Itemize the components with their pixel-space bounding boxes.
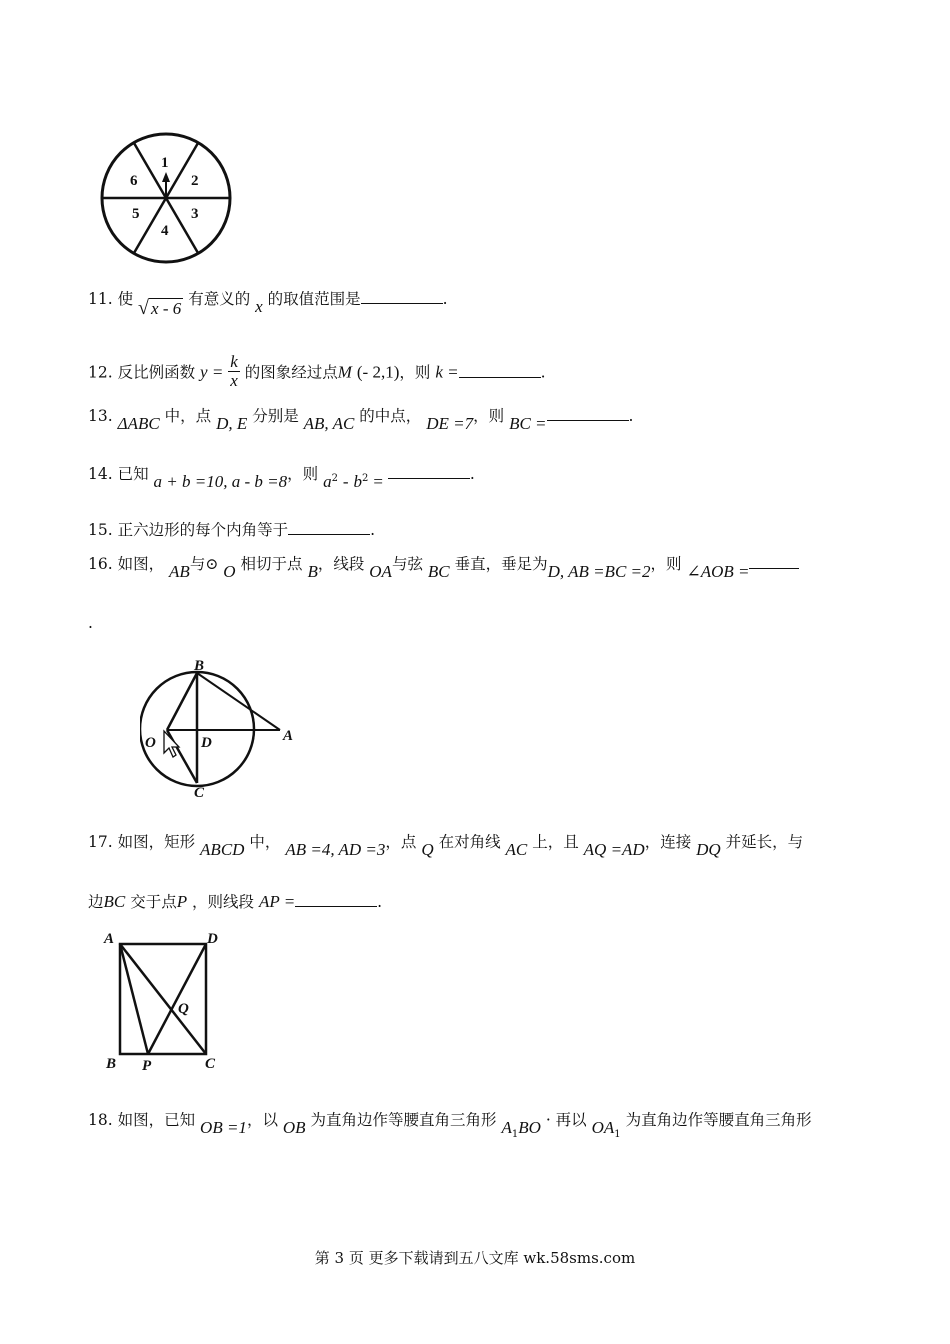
label-o: O — [145, 735, 156, 751]
q12-lhs: y = — [200, 362, 224, 382]
question-number: 14. — [88, 465, 113, 483]
q18-triangle — [501, 1118, 541, 1141]
q17-text: ，点 — [385, 833, 417, 851]
label-c: C — [205, 1056, 216, 1072]
q17-condition2: AQ =AD — [583, 840, 645, 859]
q16-text: ，则 — [650, 555, 682, 573]
q16-figure — [140, 655, 315, 800]
label-b: B — [194, 658, 205, 674]
answer-blank — [288, 533, 370, 535]
label-d: D — [207, 931, 218, 947]
q16-text: 与弦 — [391, 555, 423, 573]
question-15 — [88, 518, 375, 540]
q17-text: 交于点 — [130, 893, 177, 911]
label-c: C — [194, 785, 205, 800]
question-18 — [88, 1108, 812, 1141]
answer-blank — [459, 376, 541, 378]
radicand: x - 6 — [151, 299, 182, 318]
q18-a: A — [501, 1118, 512, 1137]
q14-expression — [323, 473, 388, 491]
q16-text: 与⊙ — [189, 555, 219, 573]
q13-segments: AB, AC — [303, 414, 355, 433]
q17-ac: AC — [505, 840, 528, 859]
subscript: 1 — [614, 1129, 621, 1141]
q18-bo: BO — [518, 1118, 541, 1137]
segment-oc — [167, 730, 197, 783]
q17-text: 中， — [249, 833, 281, 851]
spinner-number-1: 1 — [161, 155, 169, 171]
q16-b: B — [307, 562, 318, 581]
sqrt-expression: √ x - 6 — [138, 297, 182, 319]
var-a: a — [323, 472, 332, 491]
question-12 — [88, 352, 546, 392]
q17-ask: AP = — [258, 892, 296, 911]
spinner-number-6: 6 — [130, 173, 138, 189]
q16-o: O — [223, 562, 236, 581]
exponent: 2 — [331, 472, 338, 484]
q16-oa: OA — [369, 562, 392, 581]
segment-ab — [197, 673, 280, 730]
answer-blank — [361, 302, 443, 304]
q17-condition: AB =4, AD =3 — [285, 840, 386, 859]
q17-text: 边 — [88, 893, 104, 911]
period: . — [370, 521, 376, 539]
q13-text: 分别是 — [252, 407, 299, 425]
q13-points: D, E — [216, 414, 248, 433]
q17-text: 如图，矩形 — [117, 833, 196, 851]
q16-bc: BC — [427, 562, 450, 581]
question-14 — [88, 462, 475, 491]
spinner-number-5: 5 — [132, 206, 140, 222]
question-number: 11. — [88, 290, 113, 308]
q17-q: Q — [421, 840, 434, 859]
segment-dp — [148, 944, 206, 1054]
q17-p: P — [176, 892, 188, 911]
q11-var: x — [255, 297, 263, 316]
question-number: 16. — [88, 555, 113, 573]
equals: = — [373, 472, 383, 491]
q13-text: 中，点 — [164, 407, 212, 425]
answer-blank — [547, 419, 629, 421]
fraction-numerator: k — [230, 352, 238, 371]
label-a: A — [283, 728, 294, 744]
exponent: 2 — [362, 472, 369, 484]
q16-text: 垂直，垂足为 — [454, 555, 548, 573]
period: . — [469, 465, 475, 483]
q18-ob: OB — [282, 1118, 306, 1137]
q13-text: 的中点， — [359, 407, 422, 425]
spinner-pointer-head — [162, 172, 170, 182]
q14-text: 已知 — [117, 465, 149, 483]
answer-blank — [388, 477, 470, 479]
question-number: 12. — [88, 363, 113, 382]
q11-text: 有意义的 — [188, 290, 251, 308]
q17-text: 并延长，与 — [725, 833, 804, 851]
q14-text: ，则 — [287, 465, 319, 483]
q13-text: ，则 — [473, 407, 505, 425]
var-b: b — [353, 472, 362, 491]
question-13 — [88, 404, 634, 433]
q16-text: 相切于点 — [240, 555, 303, 573]
segment-ob — [167, 673, 197, 730]
point-name: M — [337, 362, 352, 382]
label-b: B — [106, 1056, 117, 1072]
q15-text: 正六边形的每个内角等于 — [117, 521, 289, 539]
q18-oa: OA — [591, 1118, 615, 1137]
answer-blank — [295, 905, 377, 907]
spinner-number-2: 2 — [191, 173, 199, 189]
minus: - — [342, 472, 349, 491]
answer-blank — [749, 567, 799, 569]
spinner-figure — [100, 132, 235, 267]
q18-text: ，以 — [246, 1111, 278, 1129]
fraction-denominator: x — [230, 371, 238, 390]
question-number: 15. — [88, 521, 113, 539]
spinner-number-3: 3 — [191, 206, 199, 222]
q18-text: 为直角边作等腰直角三角形 — [625, 1111, 812, 1129]
page-footer: 第 3 页 更多下载请到五八文库 wk.58sms.com — [314, 1249, 636, 1267]
q18-oa1 — [591, 1118, 621, 1141]
fraction — [228, 353, 240, 390]
question-17-cont — [88, 890, 382, 912]
q18-condition: OB =1 — [200, 1118, 247, 1137]
period: . — [628, 407, 634, 425]
q17-text: 上，且 — [532, 833, 579, 851]
period: . — [540, 363, 546, 382]
q18-text: 如图，已知 — [117, 1111, 196, 1129]
period: . — [88, 614, 93, 632]
period: . — [377, 893, 383, 911]
q17-text: ，则线段 — [192, 893, 255, 911]
question-11 — [88, 287, 448, 319]
q17-dq: DQ — [696, 840, 721, 859]
q14-condition: a + b =10, a - b =8 — [153, 472, 288, 491]
q16-ab: AB — [169, 562, 190, 581]
q13-ask: BC = — [509, 414, 547, 433]
q12-text: 反比例函数 — [117, 363, 196, 382]
q12-text: 的图象经过点 — [244, 363, 338, 382]
triangle-name: ΔABC — [117, 414, 160, 433]
q17-text: ，连接 — [644, 833, 692, 851]
label-a: A — [104, 931, 115, 947]
q17-bc: BC — [103, 892, 126, 911]
q13-condition: DE =7 — [426, 414, 474, 433]
question-number: 18. — [88, 1111, 113, 1129]
question-16 — [88, 552, 799, 581]
q17-rect: ABCD — [200, 840, 245, 859]
question-number: 17. — [88, 833, 113, 851]
subscript: 1 — [511, 1129, 519, 1141]
q17-text: 在对角线 — [438, 833, 501, 851]
q18-text: · 再以 — [545, 1111, 587, 1129]
q12-text: ，则 — [399, 363, 431, 382]
q16-text: 如图， — [117, 555, 165, 573]
question-17 — [88, 830, 804, 859]
question-number: 13. — [88, 407, 113, 425]
q11-text: 使 — [117, 290, 134, 308]
q17-figure — [102, 928, 227, 1078]
period: . — [442, 290, 448, 308]
q11-text: 的取值范围是 — [267, 290, 361, 308]
mouse-cursor-icon — [164, 731, 179, 757]
q16-period — [88, 614, 93, 632]
label-d: D — [201, 735, 212, 751]
q18-text: 为直角边作等腰直角三角形 — [310, 1111, 497, 1129]
q12-k: k = — [435, 362, 459, 382]
q16-ask: ∠AOB = — [686, 562, 750, 581]
point-coords: (- 2,1) — [356, 362, 400, 382]
label-q: Q — [178, 1001, 189, 1017]
q16-condition: D, AB =BC =2 — [547, 562, 651, 581]
label-p: P — [142, 1058, 152, 1074]
spinner-number-4: 4 — [161, 223, 169, 239]
q16-text: ，线段 — [317, 555, 365, 573]
